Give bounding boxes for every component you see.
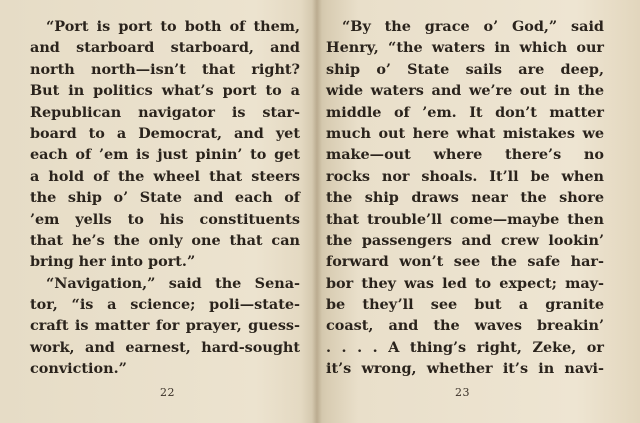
text-line: north north—isn’t that right? [30, 60, 300, 78]
text-line: forward won’t see the safe har- [326, 253, 604, 271]
text-line: coast, and the waves breakin’ [326, 317, 604, 335]
text-line: bor they was led to expect; may- [326, 274, 604, 292]
text-line: that he’s the only one that can [30, 231, 300, 249]
text-line: ’em yells to his constituents [30, 210, 300, 228]
text-line: “Port is port to both of them, [46, 18, 300, 35]
text-line: the passengers and crew lookin’ [326, 231, 604, 249]
page-number: 23 [455, 386, 470, 399]
left-page [30, 16, 300, 380]
text-line: rocks nor shoals. It’ll be when [326, 167, 604, 185]
text-line: ship o’ State sails are deep, [326, 60, 604, 78]
text-line: be they’ll see but a granite [326, 296, 604, 314]
text-line: make—out where there’s no [326, 146, 604, 164]
page-number: 22 [160, 386, 175, 399]
text-line: work, and earnest, hard-sought [30, 338, 300, 356]
text-line: tor, “is a science; poli—state- [30, 296, 300, 314]
text-line: much out here what mistakes we [326, 124, 604, 142]
text-line: “By the grace o’ God,” said [342, 18, 604, 35]
book-gutter [312, 0, 322, 423]
text-line: “Navigation,” said the Sena- [46, 274, 300, 292]
text-line: bring her into port.” [30, 253, 196, 271]
text-line: Henry, “the waters in which our [326, 39, 604, 57]
text-line: that trouble’ll come—maybe then [326, 210, 604, 228]
text-line: it’s wrong, whether it’s in navi- [326, 360, 604, 378]
text-line: the ship draws near the shore [326, 189, 604, 207]
text-line: middle of ’em. It don’t matter [326, 103, 604, 121]
text-line: a hold of the wheel that steers [30, 167, 300, 185]
text-line: conviction.” [30, 360, 127, 378]
text-line: . . . . A thing’s right, Zeke, or [326, 338, 604, 356]
text-line: But in politics what’s port to a [30, 82, 300, 100]
text-line: board to a Democrat, and yet [30, 124, 300, 142]
text-line: wide waters and we’re out in the [326, 82, 604, 100]
text-line: Republican navigator is star- [30, 103, 300, 121]
right-page [326, 16, 604, 380]
text-line: craft is matter for prayer, guess- [30, 317, 300, 335]
text-line: each of ’em is just pinin’ to get [30, 146, 300, 164]
text-line: the ship o’ State and each of [30, 189, 300, 207]
text-line: and starboard starboard, and [30, 39, 300, 57]
